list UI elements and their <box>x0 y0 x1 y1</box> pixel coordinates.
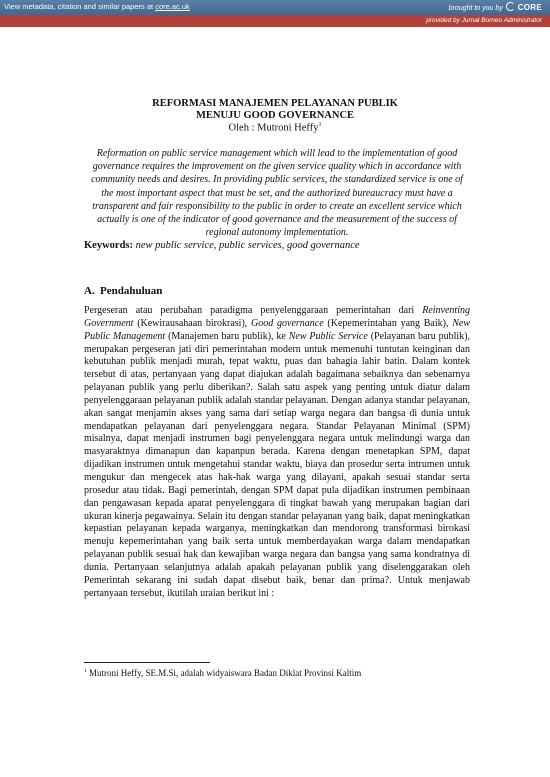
brought-by-label: brought to you by <box>448 5 503 12</box>
body-text-4: (Manajemen baru publik), ke <box>168 330 286 342</box>
footnote <box>84 668 361 678</box>
section-heading <box>84 285 162 297</box>
core-logo-icon <box>506 2 515 11</box>
body-text-5: (Pelayanan baru publik), merupakan pergeseran jati diri pemerintahan modern untuk memenuhi tuntutan keinginan dan kebutuhan publik menjadi murah, tepat waktu, puas dan bahagia lahir batin. Dalam kontek tersebut di atas, pertanyaan yang dapat diajukan adalah bagaimana sebaiknya dan sebenarnya pelayanan publik yang perlu diberikan?. Salah satu aspek yang penting untuk diatur dalam penyelenggaraan pelayanan publik adalah standar pelayanan. Dengan adanya standar pelayanan, akan sangat menjamin akses yang sama dari setiap warga negara dan bangsa di dunia untuk mendapatkan pelayanan dari penyelenggara negara. Standar Pelayanan Minimal (SPM) misalnya, dapat menjadi instrumen bagi penyelenggara negara untuk melindungi warga dan masyaraktnya dimanapun dan kapanpun berada. Karena dengan menetapkan SPM, dapat dijadikan instrumen untuk mengetahui standar waktu, biaya dan prosedur serta intrumen untuk mengukur dan mengecek atas hak-hak warga yang dilayani, apakah sesuai standar serta prosedur atau tidak. Bagi pemerintah, dengan SPM dapat pula dijadikan instrumen pembinaan dan pengawasan kepada aparat penyelenggara di tingkat bawah yang merupakan bagian dari ukuran kinerja pegawainya. Selain itu dengan standar pelayanan yang baik, dapat meningkatkan kepastian pelayanan kepada warganya, meningkatkan dan mendorong transformasi birokasi menuju kepemerintahan yang baik serta untuk memberdayakan warga dalam mendapatkan pelayanan publik sesuai hak dan kewajiban warga negara dan bangsa yang sama kondratnya di dunia. Pertanyaan selanjutnya adalah apakah pelayanan publik yang diselenggarakan oleh Pemerintah sekarang ini sudah dapat disebut baik, benar dan prima?. Untuk menjawab pertanyaan tersebut, ikutilah uraian berikut ini : <box>84 330 471 599</box>
footnote-text: Mutroni Heffy, SE.M.Si, adalah widyaiswara Badan Diklat Provinsi Kaltim <box>89 668 362 678</box>
keywords-label: Keywords <box>84 240 130 251</box>
section-number: A. <box>84 285 95 297</box>
footnote-mark: 1 <box>84 668 87 674</box>
body-text-3: (Kepemerintahan yang Baik), <box>327 317 449 329</box>
keywords-separator: : <box>129 240 133 251</box>
author-footnote-ref: 1 <box>318 122 322 128</box>
keywords-value: new public service, public services, good governance <box>135 240 360 251</box>
core-brand[interactable]: CORE <box>517 3 542 12</box>
term-new-public-management: New Public Management <box>84 317 470 342</box>
body-paragraph <box>84 305 470 600</box>
brought-by-text <box>449 2 542 12</box>
abstract: Reformation on public service management which will lead to the implementation of good governance requires the improvement on the given service quality which in accordance with community needs and desires. In providing public services, the standardized service is one of the most important aspect that must be set, and the authorized bureaucracy must have a transparent and fair responsibility to the public in order to create an excellent service which actually is one of the indicator of good governance and the measurement of the success of regional autonomy implementation. <box>91 148 463 239</box>
section-title: Pendahuluan <box>100 285 163 297</box>
provider-bar <box>0 15 550 27</box>
keywords <box>84 240 360 251</box>
body-text-2: (Kewirausahaan birokrasi), <box>137 317 248 329</box>
author-line <box>0 122 550 134</box>
term-reinventing-government: Reinventing Government <box>84 305 470 329</box>
term-new-public-service: New Public Service <box>288 330 368 342</box>
paper-title-line2: MENUJU GOOD GOVERNANCE <box>195 110 355 121</box>
provider-text[interactable]: provided by Jurnal Borneo Administrator <box>426 17 542 24</box>
banner-left-text: View metadata, citation and similar papers at <box>4 2 154 11</box>
metadata-banner-text <box>4 2 190 11</box>
body-text-1: Pergeseran atau perubahan paradigma penyelenggaraan pemerintahan dari <box>84 305 415 316</box>
author-name: Oleh : Mutroni Heffy <box>228 122 319 134</box>
core-banner <box>0 0 550 15</box>
footnote-divider <box>84 662 210 663</box>
term-good-governance: Good governance <box>251 317 324 329</box>
core-link[interactable]: core.ac.uk <box>155 2 190 11</box>
paper-title-line1: REFORMASI MANAJEMEN PELAYANAN PUBLIK <box>152 98 398 109</box>
